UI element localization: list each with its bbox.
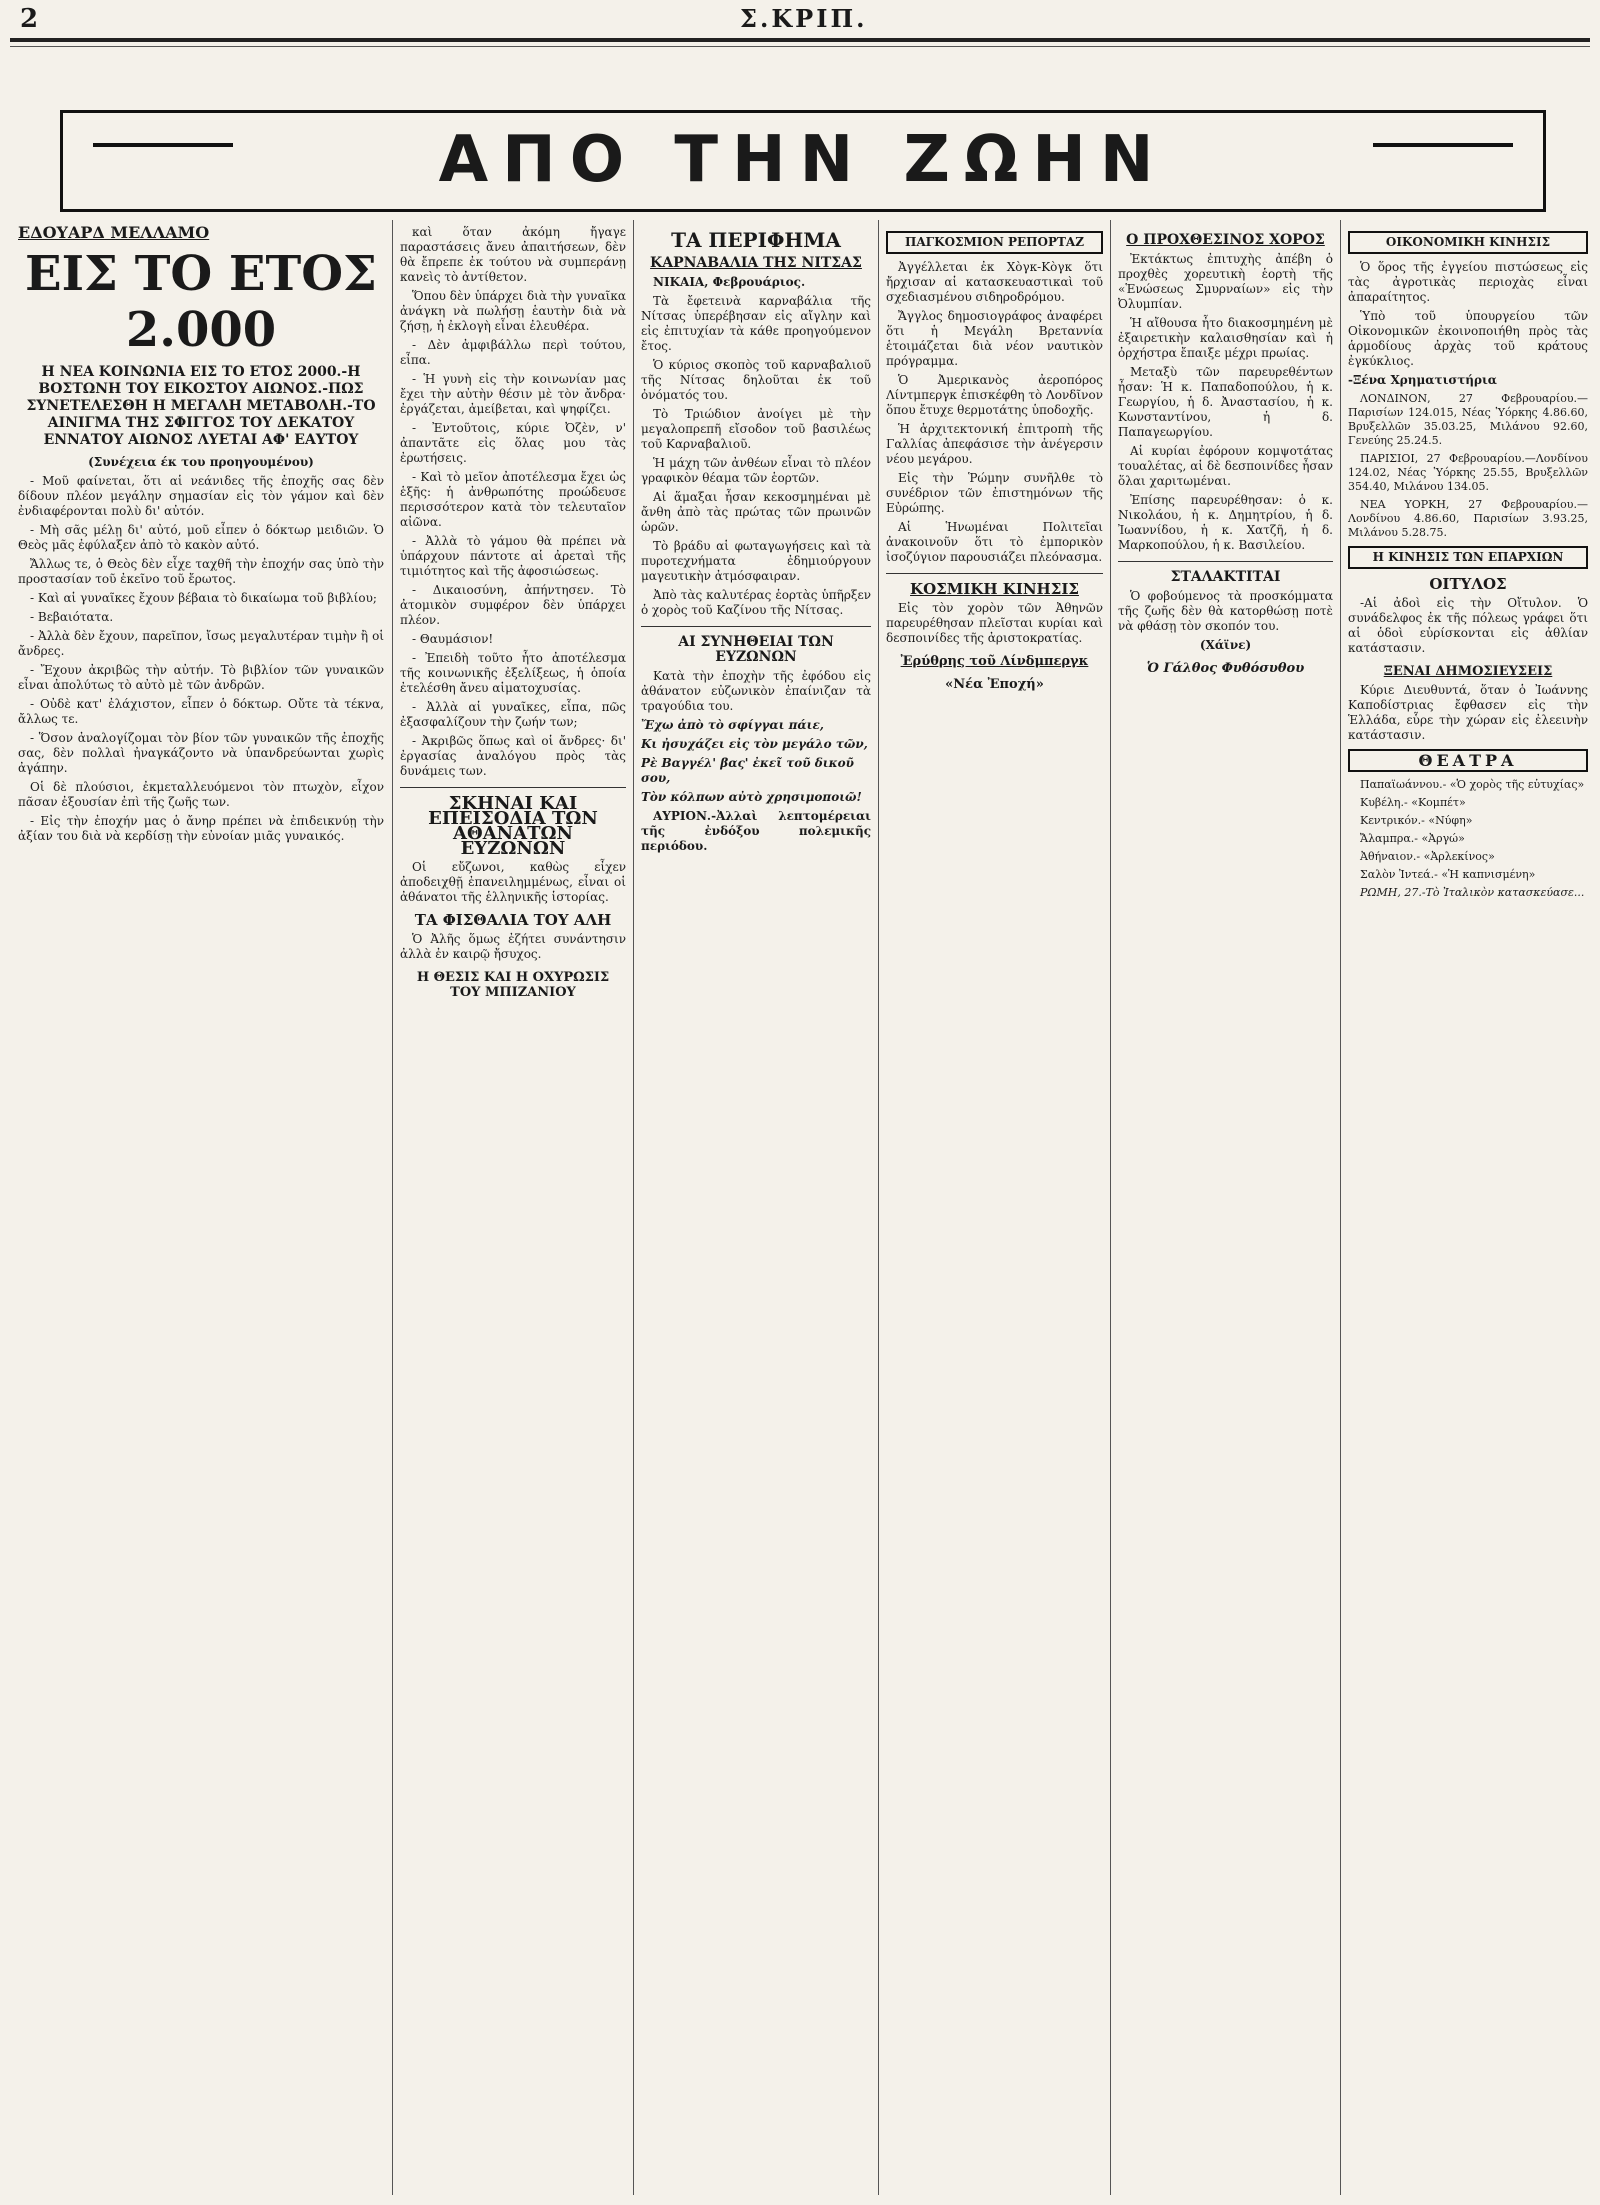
section-paragraph: Ὁ φοβούμενος τὰ προσκόμματα τῆς ζωῆς δὲν θὰ κατορθώσῃ ποτὲ νὰ φθάσῃ τὸν σκοπόν του. — [1118, 589, 1333, 633]
article-paragraph: Μεταξὺ τῶν παρευρεθέντων ἦσαν: Ἡ κ. Παπαδοπούλου, ἡ κ. Γεωργίου, ἡ δ. Ἀναστασίου, ἡ κ. Κωνσταντίνου, ἡ δ. Παπαγεωργίου. — [1118, 365, 1333, 439]
section-heading: Ἐρύθρης τοῦ Λίνδμπεργκ — [900, 654, 1089, 669]
article-paragraph: Αἱ κυρίαι ἐφόρουν κομψοτάτας τουαλέτας, αἱ δὲ δεσποινίδες ἦσαν ὅλαι χαριτωμέναι. — [1118, 444, 1333, 488]
market-entry: ΝΕΑ ΥΟΡΚΗ, 27 Φεβρουαρίου.—Λονδίνου 4.86.60, Παρισίων 3.93.25, Μιλάνου 5.28.75. — [1348, 498, 1588, 539]
theatre-title: ΘΕΑΤΡΑ — [1348, 749, 1588, 772]
page-number: 2 — [20, 4, 39, 34]
article-headline: ΕΙΣ ΤΟ ΕΤΟΣ 2.000 — [25, 246, 377, 358]
article-paragraph: Τὸ Τριώδιον ἀνοίγει μὲ τὴν μεγαλοπρεπῆ εἴσοδον τοῦ βασιλέως τοῦ Καρναβαλιοῦ. — [641, 407, 871, 451]
article-paragraph: Ὁ κύριος σκοπὸς τοῦ καρναβαλιοῦ τῆς Νίτσας δηλοῦται ἐκ τοῦ ὀνόματός του. — [641, 358, 871, 402]
market-entry: ΠΑΡΙΣΙΟΙ, 27 Φεβρουαρίου.—Λονδίνου 124.02, Νέας Ὑόρκης 25.55, Βρυξελλῶν 354.40, Μιλάνου 134.05. — [1348, 452, 1588, 493]
theatre-listing: Παπαϊωάννου.- «Ὁ χορὸς τῆς εὐτυχίας» — [1360, 778, 1585, 791]
section-paragraph: Εἰς τὸν χορὸν τῶν Ἀθηνῶν παρευρέθησαν πλεῖσται κυρίαι καὶ δεσποινίδες τῆς ἀριστοκρατίας. — [886, 601, 1103, 645]
article-paragraph: Ἄγγλος δημοσιογράφος ἀναφέρει ὅτι ἡ Μεγάλη Βρεταννία ἑτοιμάζεται διὰ νέον ναυτικὸν πρόγραμμα. — [886, 309, 1103, 368]
section-heading: ΞΕΝΑΙ ΔΗΜΟΣΙΕΥΣΕΙΣ — [1383, 664, 1553, 679]
section-box-title: Η ΚΙΝΗΣΙΣ ΤΩΝ ΕΠΑΡΧΙΩΝ — [1348, 546, 1588, 569]
market-entry: ΛΟΝΔΙΝΟΝ, 27 Φεβρουαρίου.—Παρισίων 124.015, Νέας Ὑόρκης 4.86.60, Βρυξελλῶν 35.03.25, Μιλάνου 92.60, Γενεύης 25.24.5. — [1348, 392, 1588, 447]
article-paragraph: Αἱ Ἡνωμέναι Πολιτεῖαι ἀνακοινοῦν ὅτι τὸ ἐμπορικὸν ἰσοζύγιον παρουσιάζει πλεόνασμα. — [886, 520, 1103, 564]
article-paragraph: Τὰ ἔφετεινὰ καρναβάλια τῆς Νίτσας ὑπερέβησαν εἰς αἴγλην καὶ εἰς ἐπιτυχίαν τὰ κάθε προηγούμενον ἔτος. — [641, 294, 871, 353]
article-subtitle: Η ΝΕΑ ΚΟΙΝΩΝΙΑ ΕΙΣ ΤΟ ΕΤΟΣ 2000.-Η ΒΟΣΤΩΝΗ ΤΟΥ ΕΙΚΟΣΤΟΥ ΑΙΩΝΟΣ.-ΠΩΣ ΣΥΝΕΤΕΛΕΣΘΗ Η ΜΕΓΑΛΗ ΜΕΤΑΒΟΛΗ.-ΤΟ ΑΙΝΙΓΜΑ ΤΗΣ ΣΦΙΓΓΟΣ ΤΟΥ ΔΕΚΑΤΟΥ ΕΝΝΑΤΟΥ ΑΙΩΝΟΣ ΛΥΕΤΑΙ ΑΦ' ΕΑΥΤΟΥ — [26, 364, 376, 448]
section-divider — [1118, 561, 1333, 562]
verse-line: Κι ἠσυχάζει εἰς τὸν μεγάλο τῶν, — [641, 737, 868, 751]
theatre-listing: Κυβέλη.- «Κομπέτ» — [1360, 796, 1466, 809]
column-rule — [1110, 220, 1111, 2195]
article-paragraph: - Βεβαιότατα. — [30, 610, 114, 624]
section-divider — [400, 787, 626, 788]
article-paragraph: - Ὅσον ἀναλογίζομαι τὸν βίον τῶν γυναικῶν τῆς ἐποχῆς σας, δὲν πολλαὶ ἠναγκάζοντο νὰ ὑπανδρεύωνται χωρὶς ἀγάπην. — [18, 731, 384, 775]
article-paragraph: - Δικαιοσύνη, ἀπήντησεν. Τὸ ἀτομικὸν συμφέρον δὲν ὑπάρχει πλέον. — [400, 583, 626, 627]
article-paragraph: Ἡ μάχη τῶν ἀνθέων εἶναι τὸ πλέον γραφικὸν θέαμα τῶν ἑορτῶν. — [641, 456, 871, 485]
column-rule — [878, 220, 879, 2195]
article-paragraph: - Ἀλλὰ τὸ γάμου θὰ πρέπει νὰ ὑπάρχουν πάντοτε αἱ ἀρεταὶ τῆς τιμιότητος καὶ τῆς ἀφοσιώσεως. — [400, 534, 626, 578]
section-heading: ΤΑ ΦΙΣΘΑΛΙΑ ΤΟΥ ΑΛΗ — [414, 911, 612, 929]
article-paragraph: Ἀπὸ τὰς καλυτέρας ἑορτὰς ὑπῆρξεν ὁ χορὸς τοῦ Καζίνου τῆς Νίτσας. — [641, 588, 871, 617]
footer-note: ΡΩΜΗ, 27.-Τὸ Ἰταλικὸν κατασκεύασε... — [1360, 886, 1585, 899]
section-paragraph: Ὁ Ἀλῆς ὅμως ἐζήτει συνάντησιν ἀλλὰ ἐν καιρῷ ἤσυχος. — [400, 932, 626, 961]
column-4 — [886, 225, 1103, 2185]
article-paragraph: Ἐπίσης παρευρέθησαν: ὁ κ. Νικολάου, ἡ κ. Δημητρίου, ἡ δ. Ἰωαννίδου, ἡ κ. Χατζῆ, ἡ δ. Μαρκοπούλου, ἡ κ. Βασιλείου. — [1118, 493, 1333, 552]
verse-line: Ἔχω ἀπὸ τὸ σφίγγαι πάιε, — [641, 718, 824, 732]
article-paragraph: - Εἰς τὴν ἐποχήν μας ὁ ἄνηρ πρέπει νὰ ἐπιδεικνύῃ τὴν ἀξίαν του διὰ νὰ κερδίσῃ τὴν εὐνοίαν μιᾶς γυναικός. — [18, 814, 384, 843]
section-heading: ΣΤΑΛΑΚΤΙΤΑΙ — [1170, 569, 1281, 585]
column-rule — [633, 220, 634, 2195]
column-6 — [1348, 225, 1588, 2185]
article-paragraph: - Καὶ τὸ μεῖον ἀποτέλεσμα ἔχει ὡς ἑξῆς: ἡ ἀνθρωπότης προώδευσε περισσότερον κατὰ τὸν τελευταῖον αἰῶνα. — [400, 470, 626, 529]
theatre-listing: Κεντρικόν.- «Νύφη» — [1360, 814, 1473, 827]
article-paragraph: Ὅπου δὲν ὑπάρχει διὰ τὴν γυναῖκα ἀνάγκη νὰ πωλήσῃ ἑαυτὴν διὰ νὰ ζήσῃ, ἡ ἐκλογὴ εἶναι ἐλευθέρα. — [400, 289, 626, 333]
article-author: ΕΔΟΥΑΡΔ ΜΕΛΛΑΜΟ — [18, 225, 210, 242]
theatre-listing: Σαλὸν Ἰντεά.- «Ἡ καπνισμένη» — [1360, 868, 1536, 881]
section-paragraph: Κύριε Διευθυντά, ὅταν ὁ Ἰωάννης Καποδίστριας ἔφθασεν εἰς τὴν Ἑλλάδα, εὗρε τὴν χώραν εἰς ἐλεεινὴν κατάστασιν. — [1348, 683, 1588, 742]
dateline: ΝΙΚΑΙΑ, Φεβρουάριος. — [653, 275, 806, 289]
article-paragraph: καὶ ὅταν ἀκόμη ἤγαγε παραστάσεις ἄνευ ἀπαιτήσεων, δὲν θὰ ἔπρεπε ἐκ τούτου νὰ συμπεράνῃ κανεὶς τὸ ἀντίθετον. — [400, 225, 626, 284]
article-paragraph: - Ἀκριβῶς ὅπως καὶ οἱ ἄνδρες· δι' ἐργασίας ἀναλόγου πρὸς τὰς δυνάμεις των. — [400, 734, 626, 778]
article-paragraph: - Καὶ αἱ γυναῖκες ἔχουν βέβαια τὸ δικαίωμα τοῦ βιβλίου; — [30, 591, 377, 605]
verse-line: Τὸν κόλπων αὐτὸ χρησιμοποιῶ! — [641, 790, 862, 804]
article-paragraph: Αἱ ἅμαξαι ἦσαν κεκοσμημέναι μὲ ἄνθη ἀπὸ τὰς πρώτας τῶν πρωινῶν ὡρῶν. — [641, 490, 871, 534]
article-headline: ΤΑ ΠΕΡΙΦΗΜΑ — [671, 228, 841, 252]
theatre-listing: Ἄλαμπρα.- «Ἀργώ» — [1360, 832, 1465, 845]
column-2 — [400, 225, 626, 2185]
article-subtitle: ΚΑΡΝΑΒΑΛΙΑ ΤΗΣ ΝΙΤΣΑΣ — [650, 255, 862, 271]
article-paragraph: - Μὴ σᾶς μέλῃ δι' αὐτό, μοῦ εἶπεν ὁ δόκτωρ μειδιῶν. Ὁ Θεὸς μᾶς ἐφύλαξεν ἀπὸ τὸ κακὸν αὐτό. — [18, 523, 384, 552]
continued-note: (Συνέχεια έκ του προηγουμένου) — [88, 455, 314, 469]
article-paragraph: Ὁ Ἀμερικανὸς ἀεροπόρος Λίντμπεργκ ἐπισκέφθη τὸ Λονδῖνον ὅπου ἔτυχε θερμοτάτης ὑποδοχῆς. — [886, 373, 1103, 417]
article-paragraph: - Ἐντοῦτοις, κύριε Ὀζὲν, ν' ἀπαντᾶτε εἰς ὅλας μου τὰς ἐρωτήσεις. — [400, 421, 626, 465]
section-divider — [886, 573, 1103, 574]
section-heading: ΣΚΗΝΑΙ ΚΑΙ ΕΠΕΙΣΟΔΙΑ ΤΩΝ ΑΘΑΝΑΤΩΝ ΕΥΖΩΝΩΝ — [428, 793, 598, 859]
section-box-title: ΟΙΚΟΝΟΜΙΚΗ ΚΙΝΗΣΙΣ — [1348, 231, 1588, 254]
column-rule — [1340, 220, 1341, 2195]
section-paragraph: Οἱ εὔζωνοι, καθὼς εἶχεν ἀποδειχθῇ ἐπανειλημμένως, εἶναι οἱ ἀθάνατοι τῆς ἑλληνικῆς ἱστορίας. — [400, 860, 626, 904]
section-heading: «Νέα Ἐποχή» — [945, 677, 1044, 692]
banner-title: ΑΠΟ ΤΗΝ ΖΩΗΝ — [438, 123, 1168, 197]
article-paragraph: Ἀγγέλλεται ἐκ Χὸγκ-Κὸγκ ὅτι ἤρχισαν αἱ κατασκευαστικαὶ τοῦ σχεδιασμένου σιδηροδρόμου. — [886, 260, 1103, 304]
newspaper-name: Σ.ΚΡΙΠ. — [740, 4, 868, 33]
article-paragraph: Τὸ βράδυ αἱ φωταγωγήσεις καὶ τὰ πυροτεχνήματα ἐδημιούργουν μαγευτικὴν ἀτμόσφαιραν. — [641, 539, 871, 583]
column-3 — [641, 225, 871, 2185]
ornament-right — [1373, 143, 1513, 147]
article-paragraph: Οἱ δὲ πλούσιοι, ἐκμεταλλευόμενοι τὸν πτωχὸν, εἶχον πᾶσαν ἐξουσίαν ἐπὶ τῆς ζωῆς των. — [18, 780, 384, 809]
article-paragraph: Ὑπὸ τοῦ ὑπουργείου τῶν Οἰκονομικῶν ἐκοινοποιήθη πρὸς τὰς ἁρμοδίους ἀρχὰς τοῦ κράτους ἐγκύκλιος. — [1348, 309, 1588, 368]
article-paragraph: - Δὲν ἀμφιβάλλω περὶ τούτου, εἶπα. — [400, 338, 626, 367]
section-divider — [641, 626, 871, 627]
article-paragraph: Ἐκτάκτως ἐπιτυχὴς ἀπέβη ὁ προχθὲς χορευτικὴ ἑορτὴ τῆς «Ἑνώσεως Σμυρναίων» εἰς τὴν Ὀλυμπίαν. — [1118, 252, 1333, 311]
header-rule-thin — [10, 46, 1590, 47]
article-paragraph: Ἡ αἴθουσα ἦτο διακοσμημένη μὲ ἐξαιρετικὴν καλαισθησίαν καὶ ἡ ὀρχήστρα ἔπαιξε μέχρι πρωίας. — [1118, 316, 1333, 360]
section-paragraph: -Αἱ ἀδοὶ εἰς τὴν Οἴτυλον. Ὁ συνάδελφος ἐκ τῆς πόλεως γράφει ὅτι αἱ ὁδοὶ εὑρίσκονται εἰς ἀθλίαν κατάστασιν. — [1348, 596, 1588, 655]
article-paragraph: - Ἀλλὰ αἱ γυναῖκες, εἶπα, πῶς ἐξασφαλίζουν τὴν ζωήν των; — [400, 700, 626, 729]
header-rule — [10, 38, 1590, 42]
section-heading: ΑΙ ΣΥΝΗΘΕΙΑΙ ΤΩΝ ΕΥΖΩΝΩΝ — [678, 634, 834, 665]
footer-note: ΑΥΡΙΟΝ.-Ἀλλαὶ λεπτομέρειαι τῆς ἐνδόξου πολεμικῆς περιόδου. — [641, 809, 871, 853]
article-paragraph: Ἄλλως τε, ὁ Θεὸς δὲν εἶχε ταχθῆ τὴν ἐποχήν σας ὑπὸ τὴν προστασίαν τοῦ ἐκεῖνο τοῦ ἔρωτος. — [18, 557, 384, 586]
section-heading: Η ΘΕΣΙΣ ΚΑΙ Η ΟΧΥΡΩΣΙΣ ΤΟΥ ΜΠΙΖΑΝΙΟΥ — [416, 970, 610, 1000]
section-box-title: ΠΑΓΚΟΣΜΙΟΝ ΡΕΠΟΡΤΑΖ — [886, 231, 1103, 254]
article-paragraph: - Ἀλλὰ δὲν ἔχουν, παρεῖπον, ἴσως μεγαλυτέραν τιμὴν ἢ οἱ ἄνδρες. — [18, 629, 384, 658]
article-paragraph: - Θαυμάσιον! — [412, 632, 494, 646]
market-heading: -Ξένα Χρηματιστήρια — [1348, 373, 1498, 387]
article-paragraph: Εἰς τὴν Ῥώμην συνῆλθε τὸ συνέδριον τῶν ἐπιστημόνων τῆς Εὐρώπης. — [886, 471, 1103, 515]
theatre-listing: Ἀθήναιον.- «Ἀρλεκίνος» — [1360, 850, 1495, 863]
article-headline: Ο ΠΡΟΧΘΕΣΙΝΟΣ ΧΟΡΟΣ — [1126, 232, 1325, 248]
column-rule — [392, 220, 393, 2195]
verse-line: Ρὲ Βαγγέλ' βας' ἐκεῖ τοῦ δικοῦ σου, — [641, 756, 854, 785]
section-heading: Ὁ Γάλθος Φυθόσυθου — [1146, 661, 1305, 676]
section-paragraph: Κατὰ τὴν ἐποχὴν τῆς ἐφόδου εἰς ἀθάνατον εὐζωνικὸν ἐπαίνιζαν τὰ τραγούδια του. — [641, 669, 871, 713]
column-5 — [1118, 225, 1333, 2185]
article-paragraph: - Ἐπειδὴ τοῦτο ἦτο ἀποτέλεσμα τῆς κοινωνικῆς ἐξελίξεως, ἡ ὁποία ἐτελέσθη ἄνευ αἱματοχυσίας. — [400, 651, 626, 695]
column-1 — [18, 225, 384, 2185]
section-banner — [60, 110, 1546, 212]
section-heading: ΚΟΣΜΙΚΗ ΚΙΝΗΣΙΣ — [910, 580, 1079, 598]
article-paragraph: - Μοῦ φαίνεται, ὅτι αἱ νεάνιδες τῆς ἐποχῆς σας δὲν δίδουν πλέον μεγάλην σημασίαν εἰς τὸν γάμον καὶ δὲν ἐνδιαφέρονται πολὺ δι' αὐτόν. — [18, 474, 384, 518]
article-paragraph: Ὁ ὅρος τῆς ἐγγείου πιστώσεως εἰς τὰς ἀγροτικὰς περιοχὰς εἶναι ἀπαραίτητος. — [1348, 260, 1588, 304]
article-paragraph: - Ἡ γυνὴ εἰς τὴν κοινωνίαν μας ἔχει τὴν αὐτὴν θέσιν μὲ τὸν ἄνδρα· ἐργάζεται, ἀμείβεται, καὶ ψηφίζει. — [400, 372, 626, 416]
article-paragraph: Ἡ ἀρχιτεκτονική ἐπιτροπὴ τῆς Γαλλίας ἀπεφάσισε τὴν ἀνέγερσιν νέου μεγάρου. — [886, 422, 1103, 466]
section-subheading: ΟΙΤΥΛΟΣ — [1429, 575, 1507, 593]
article-paragraph: - Οὐδὲ κατ' ἐλάχιστον, εἶπεν ὁ δόκτωρ. Οὔτε τὰ τέκνα, ἄλλως τε. — [18, 697, 384, 726]
footer-note: (Χάϊνε) — [1199, 638, 1252, 652]
article-paragraph: - Ἔχουν ἀκριβῶς τὴν αὐτήν. Τὸ βιβλίον τῶν γυναικῶν εἶναι ἀπολύτως τὸ αὐτὸ μὲ τῶν ἀνδρῶν. — [18, 663, 384, 692]
